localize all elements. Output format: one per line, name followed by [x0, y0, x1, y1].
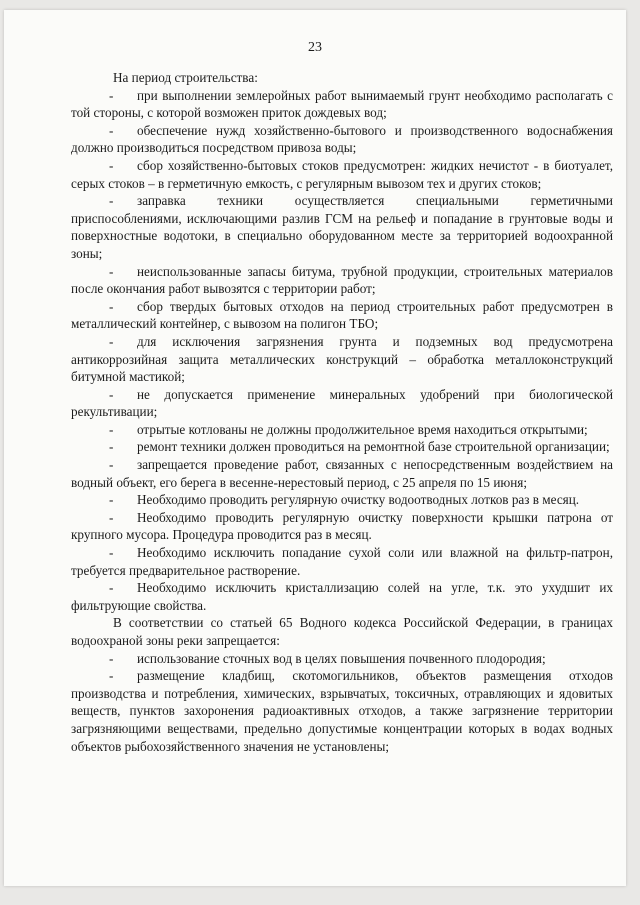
list-bullet: -: [109, 545, 114, 561]
list-item-text: при выполнении землеройных работ вынимаемый грунт необходимо располагать с той стороны, с которой возможен приток дождевых вод;: [71, 87, 613, 121]
list-bullet: -: [109, 580, 114, 596]
list-item-text: Необходимо проводить регулярную очистку поверхности крышки патрона от крупного мусора. Процедура проводится раз в месяц.: [71, 509, 613, 543]
document-page: [4, 10, 626, 886]
list-bullet: -: [109, 333, 114, 349]
list-item: [71, 157, 613, 192]
list-bullet: -: [109, 509, 114, 525]
list-item: [71, 579, 613, 614]
list-bullet: -: [109, 439, 114, 455]
body-paragraph: В соответствии со статьей 65 Водного кодекса Российской Федерации, в границах водоохраной зоны реки запрещается:: [71, 615, 613, 648]
list-bullet: -: [109, 386, 114, 402]
document-body: [71, 69, 613, 755]
list-item: [71, 298, 613, 333]
section-heading: На период строительства:: [113, 70, 258, 85]
list-bullet: -: [109, 421, 114, 437]
list-item: [71, 667, 613, 755]
list-item-text: размещение кладбищ, скотомогильников, объектов размещения отходов производства и потребления, химических, взрывчатых, токсичных, отравляющих и ядовитых веществ, пунктов захоронения радиоактивных отходов, а также загрязнение территории загрязняющими веществами, предельно допустимые концентрации которых в водах водных объектов рыбохозяйственного значения не установлены;: [71, 668, 613, 754]
list-item-text: Необходимо проводить регулярную очистку водоотводных лотков раз в месяц.: [137, 492, 580, 508]
list-bullet: -: [109, 298, 114, 314]
list-item-text: отрытые котлованы не должны продолжительное время находиться открытыми;: [137, 421, 588, 437]
list-item: [71, 87, 613, 122]
list-item: [71, 263, 613, 298]
list-item-text: не допускается применение минеральных удобрений при биологической рекультивации;: [71, 386, 613, 420]
list-bullet: -: [109, 122, 114, 138]
list-bullet: -: [109, 650, 114, 666]
list-item-text: неиспользованные запасы битума, трубной продукции, строительных материалов после окончания работ вывозятся с территории работ;: [71, 263, 613, 297]
list-item: [71, 333, 613, 386]
list-item: [71, 650, 613, 668]
list-item: [71, 122, 613, 157]
list-item-text: ремонт техники должен проводиться на ремонтной базе строительной организации;: [137, 439, 610, 455]
list-item-text: заправка техники осуществляется специальными герметичными приспособлениями, исключающими разлив ГСМ на рельеф и попадание в грунтовые воды и поверхностные водотоки, в специально оборудованном месте за территорией водоохранной зоны;: [71, 193, 613, 261]
list-item-text: сбор твердых бытовых отходов на период строительных работ предусмотрен в металлический контейнер, с вывозом на полигон ТБО;: [71, 298, 613, 332]
list-bullet: -: [109, 668, 114, 684]
list-item-text: сбор хозяйственно-бытовых стоков предусмотрен: жидких нечистот - в биотуалет, серых стоков – в герметичную емкость, с регулярным вывозом тех и других стоков;: [71, 157, 613, 191]
list-item-text: использование сточных вод в целях повышения почвенного плодородия;: [137, 650, 546, 666]
list-bullet: -: [109, 263, 114, 279]
list-item: [71, 544, 613, 579]
list-item-text: запрещается проведение работ, связанных с непосредственным воздействием на водный объект, его берега в весенне-нерестовый период, с 25 апреля по 15 июня;: [71, 457, 613, 490]
list-bullet: -: [109, 157, 114, 173]
list-item-text: Необходимо исключить кристаллизацию солей на угле, т.к. это ухудшит их фильтрующие свойства.: [71, 580, 613, 613]
list-bullet: -: [109, 492, 114, 508]
page-number: 23: [308, 40, 322, 55]
list-item-text: Необходимо исключить попадание сухой соли или влажной на фильтр-патрон, требуется предварительное растворение.: [71, 545, 613, 578]
list-item: [71, 491, 613, 509]
list-item: [71, 386, 613, 421]
list-item-text: для исключения загрязнения грунта и подземных вод предусмотрена антикоррозийная защита металлических конструкций – обработка металлоконструкций битумной мастикой;: [71, 333, 613, 385]
list-item: [71, 421, 613, 439]
list-bullet: -: [109, 457, 114, 473]
list-item: [71, 456, 613, 491]
list-item: [71, 438, 613, 456]
list-bullet: -: [109, 87, 114, 103]
list-item-text: обеспечение нужд хозяйственно-бытового и производственного водоснабжения должно производиться посредством привоза воды;: [71, 122, 613, 156]
list-item: [71, 192, 613, 262]
list-item: [71, 509, 613, 544]
list-bullet: -: [109, 193, 114, 209]
